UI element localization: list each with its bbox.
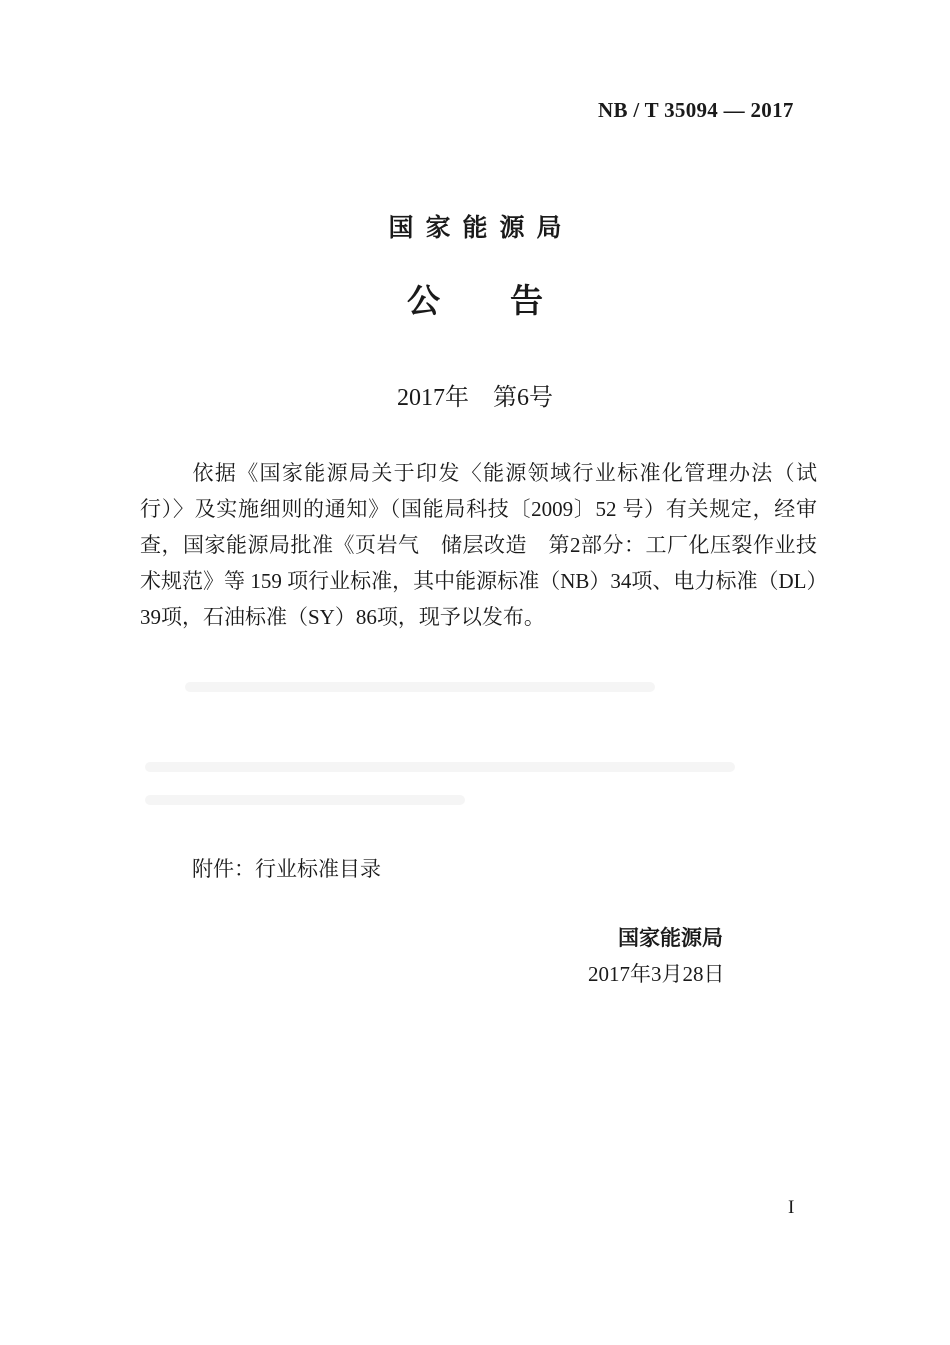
faded-text-region	[145, 795, 465, 805]
faded-text-region	[145, 762, 735, 772]
page-number: I	[788, 1197, 795, 1218]
body-paragraph: 依据《国家能源局关于印发〈能源领域行业标准化管理办法（试行）〉及实施细则的通知》（国能局科技〔2009〕52 号）有关规定，经审查，国家能源局批准《页岩气 储层改造 第2部分：工厂化压裂作业技术规范》等 159 项行业标准，其中能源标准（NB）34项、电力标准（DL）39项，石油标准（SY）86项，现予以发布。	[140, 461, 817, 629]
issuer-heading: 国家能源局	[388, 215, 574, 242]
notice-date: 2017年3月28日	[588, 962, 725, 986]
standard-number: NB / T 35094 — 2017	[598, 98, 794, 122]
faded-text-region	[185, 682, 655, 692]
attachment-line: 附件：行业标准目录	[192, 857, 381, 881]
notice-title: 公告	[407, 284, 613, 320]
issue-number: 2017年 第6号	[397, 385, 553, 411]
signature: 国家能源局	[618, 926, 723, 950]
notice-body	[140, 455, 817, 635]
